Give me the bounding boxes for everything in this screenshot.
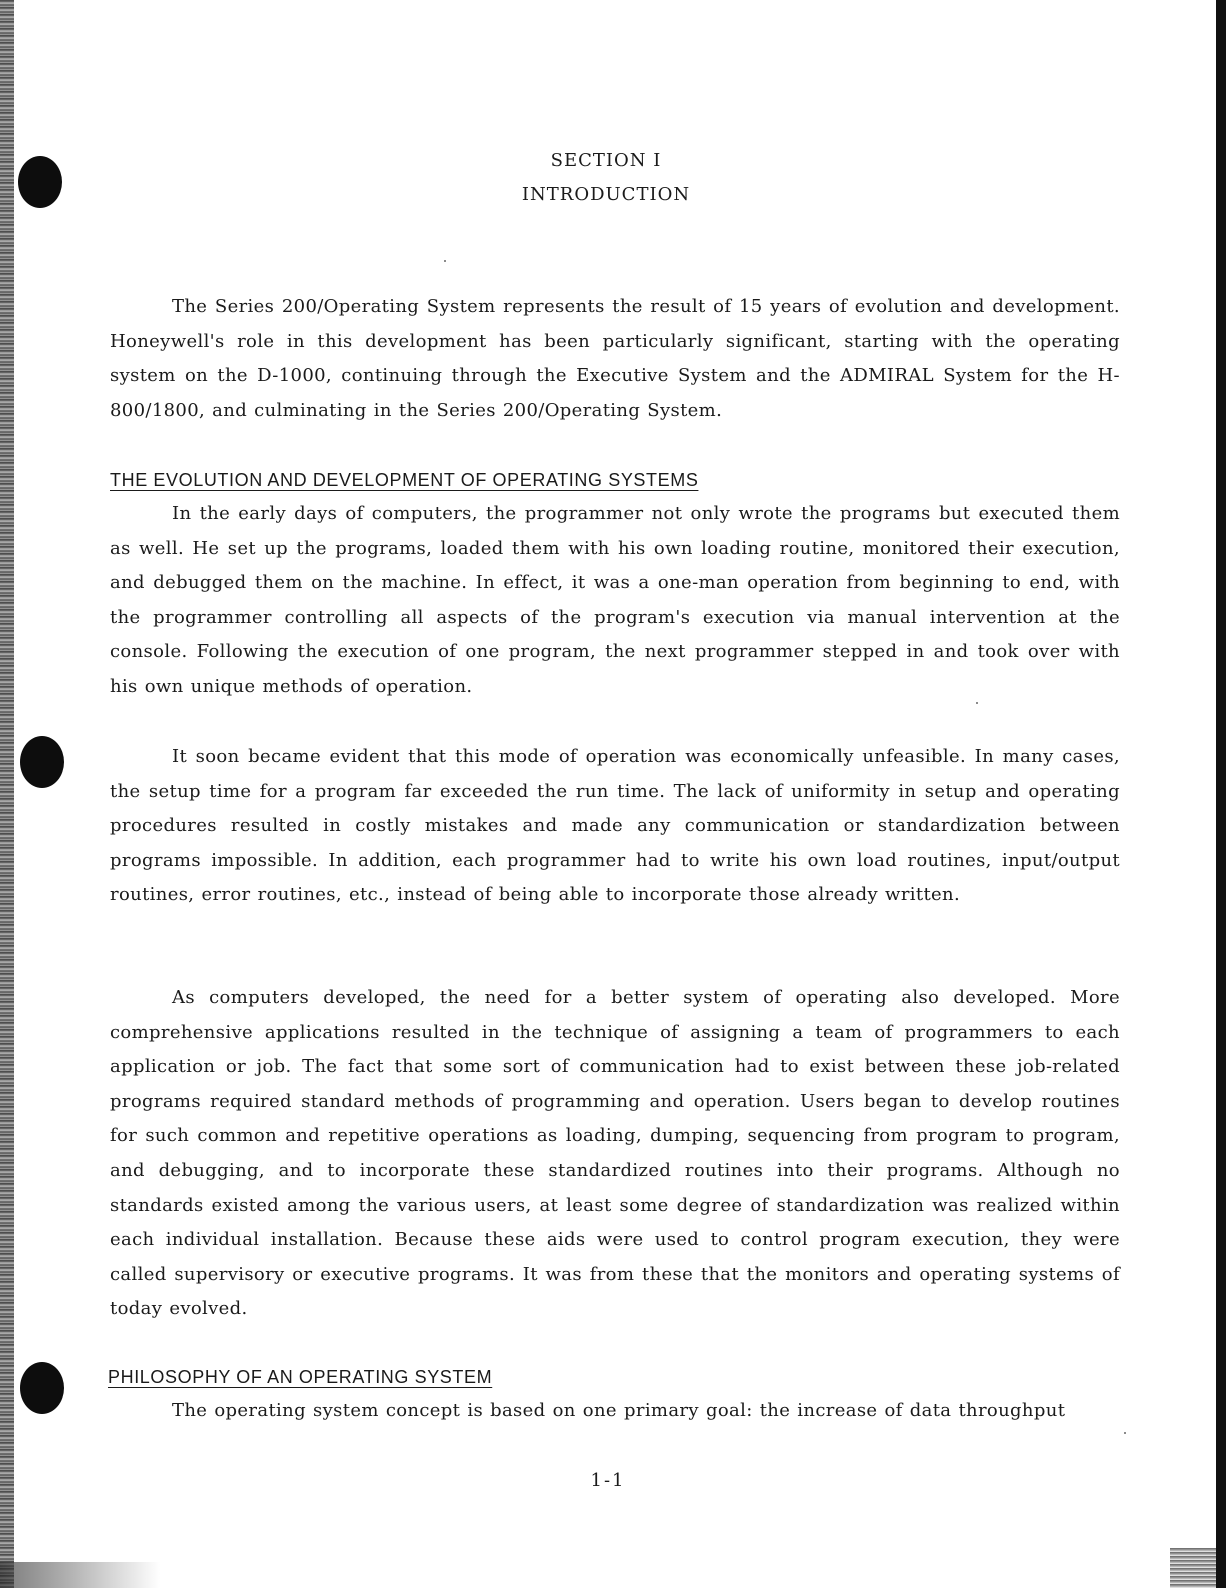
scan-bottom-right-smudge	[1170, 1548, 1216, 1588]
evolution-heading: THE EVOLUTION AND DEVELOPMENT OF OPERATING SYSTEMS	[110, 470, 699, 490]
intro-paragraph: The Series 200/Operating System represents the result of 15 years of evolution and development. Honeywell's role in this development has been particularly significant, starting with the operating system on the D-1000, continuing through the Executive System and the ADMIRAL System for the H-800/1800, and culminating in the Series 200/Operating System.	[110, 296, 1120, 421]
scan-right-edge	[1216, 0, 1226, 1588]
section-label: SECTION I	[550, 150, 662, 171]
evolution-paragraph-2: It soon became evident that this mode of operation was economically unfeasible. In many cases, the setup time for a program far exceeded the run time. The lack of uniformity in setup and operating procedures resulted in costly mistakes and made any communication or standardization between programs impossible. In addition, each programmer had to write his own load routines, input/output routines, error routines, etc., instead of being able to incorporate those already written.	[110, 746, 1120, 906]
scan-bottom-smudge	[0, 1562, 160, 1588]
evolution-paragraph-1: In the early days of computers, the programmer not only wrote the programs but executed them as well. He set up the programs, loaded them with his own loading routine, monitored their execution, and debugged them on the machine. In effect, it was a one-man operation from beginning to end, with the programmer controlling all aspects of the program's execution via manual intervention at the console. Following the execution of one program, the next programmer stepped in and took over with his own unique methods of operation.	[110, 503, 1120, 697]
page-number: 1-1	[590, 1470, 626, 1491]
scan-left-edge	[0, 0, 14, 1588]
scan-speck	[1124, 1432, 1126, 1434]
scan-speck	[444, 260, 446, 262]
philosophy-paragraph: The operating system concept is based on one primary goal: the increase of data throughput	[172, 1400, 1066, 1421]
philosophy-heading: PHILOSOPHY OF AN OPERATING SYSTEM	[108, 1367, 493, 1387]
punch-hole	[20, 736, 64, 788]
punch-hole	[20, 1362, 64, 1414]
evolution-paragraph-3: As computers developed, the need for a better system of operating also developed. More comprehensive applications resulted in the technique of assigning a team of programmers to each application or job. The fact that some sort of communication had to exist between these job-related programs required standard methods of programming and operation. Users began to develop routines for such common and repetitive operations as loading, dumping, sequencing from program to program, and debugging, and to incorporate these standardized routines into their programs. Although no standards existed among the various users, at least some degree of standardization was realized within each individual installation. Because these aids were used to control program execution, they were called supervisory or executive programs. It was from these that the monitors and operating systems of today evolved.	[110, 987, 1120, 1320]
section-title: INTRODUCTION	[521, 184, 691, 205]
